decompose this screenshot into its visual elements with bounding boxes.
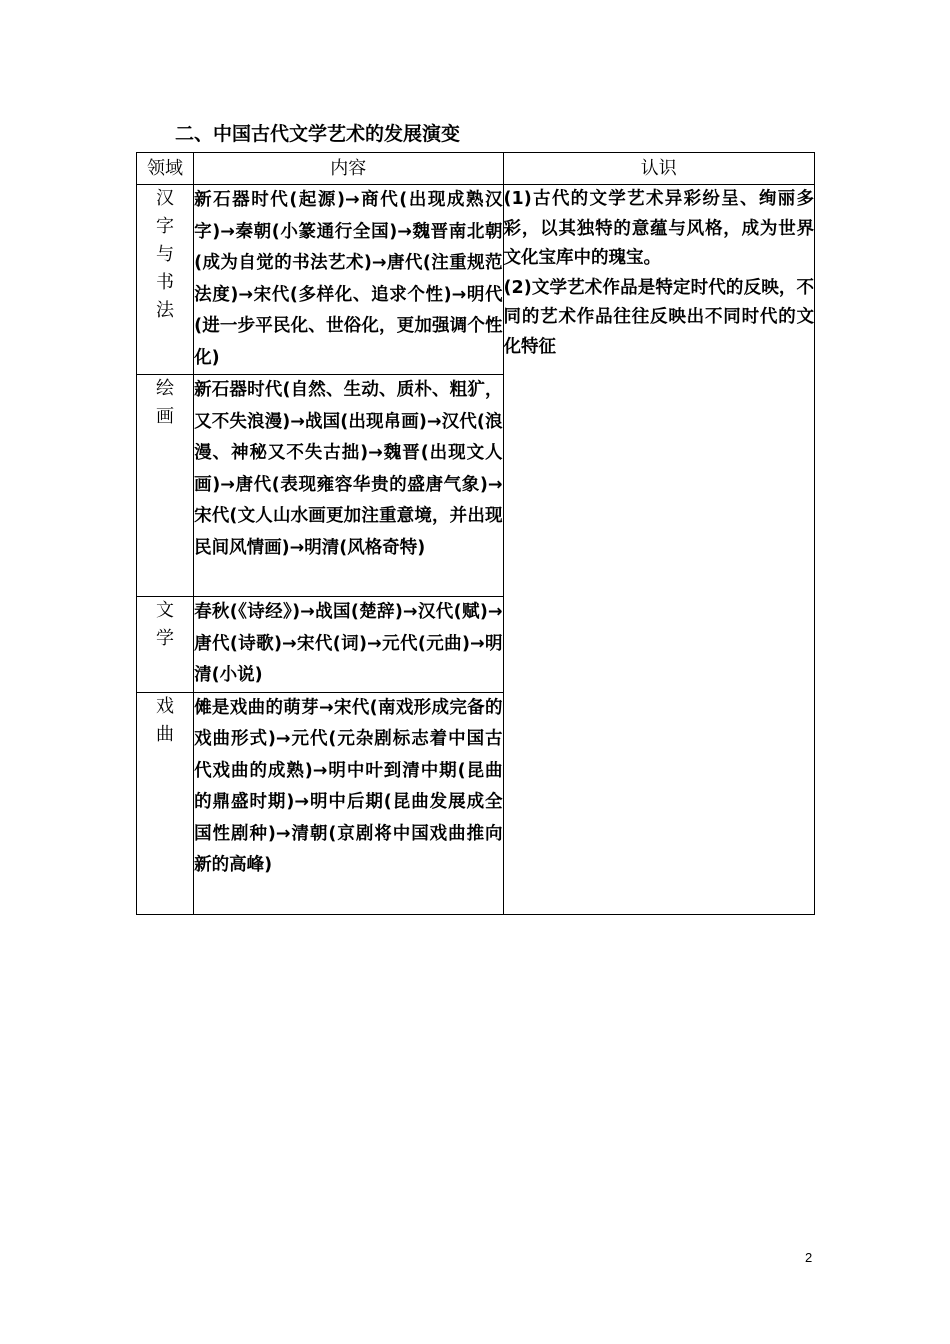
literature-art-table <box>136 152 815 915</box>
content-cell: 新石器时代(自然、生动、质朴、粗犷，又不失浪漫)→战国(出现帛画)→汉代(浪漫、神秘又不失古拙)→魏晋(出现文人画)→唐代(表现雍容华贵的盛唐气象)→宋代(文人山水画更加注重意境，并出现民间风情画)→明清(风格奇特) <box>194 375 503 597</box>
table-row <box>137 185 815 375</box>
understanding-point-2: (2)文学艺术作品是特定时代的反映，不同的艺术作品往往反映出不同时代的文化特征 <box>503 277 814 357</box>
content-cell: 新石器时代(起源)→商代(出现成熟汉字)→秦朝(小篆通行全国)→魏晋南北朝(成为自觉的书法艺术)→唐代(注重规范法度)→宋代(多样化、追求个性)→明代(进一步平民化、世俗化，更加强调个性化) <box>194 185 503 375</box>
understanding-cell <box>503 185 814 915</box>
table-header-row <box>137 153 815 185</box>
field-cell <box>137 692 194 914</box>
field-cell <box>137 185 194 375</box>
page-number: 2 <box>805 1250 813 1265</box>
header-content: 内容 <box>194 153 503 185</box>
understanding-point-1: (1)古代的文学艺术异彩纷呈、绚丽多彩，以其独特的意蕴与风格，成为世界文化宝库中的瑰宝。 <box>503 189 814 268</box>
header-field: 领域 <box>137 153 194 185</box>
content-cell: 傩是戏曲的萌芽→宋代(南戏形成完备的戏曲形式)→元代(元杂剧标志着中国古代戏曲的成熟)→明中叶到清中期(昆曲的鼎盛时期)→明中后期(昆曲发展成全国性剧种)→清朝(京剧将中国戏曲推向新的高峰) <box>194 692 503 914</box>
field-label: 戏曲 <box>156 695 175 745</box>
content-cell: 春秋(《诗经》)→战国(楚辞)→汉代(赋)→唐代(诗歌)→宋代(词)→元代(元曲)→明清(小说) <box>194 597 503 693</box>
field-cell <box>137 375 194 597</box>
field-cell <box>137 597 194 693</box>
section-heading: 二、中国古代文学艺术的发展演变 <box>175 123 461 145</box>
header-understanding: 认识 <box>503 153 814 185</box>
field-label: 汉字与书法 <box>156 188 175 321</box>
field-label: 绘画 <box>156 378 175 427</box>
field-label: 文学 <box>156 600 175 649</box>
